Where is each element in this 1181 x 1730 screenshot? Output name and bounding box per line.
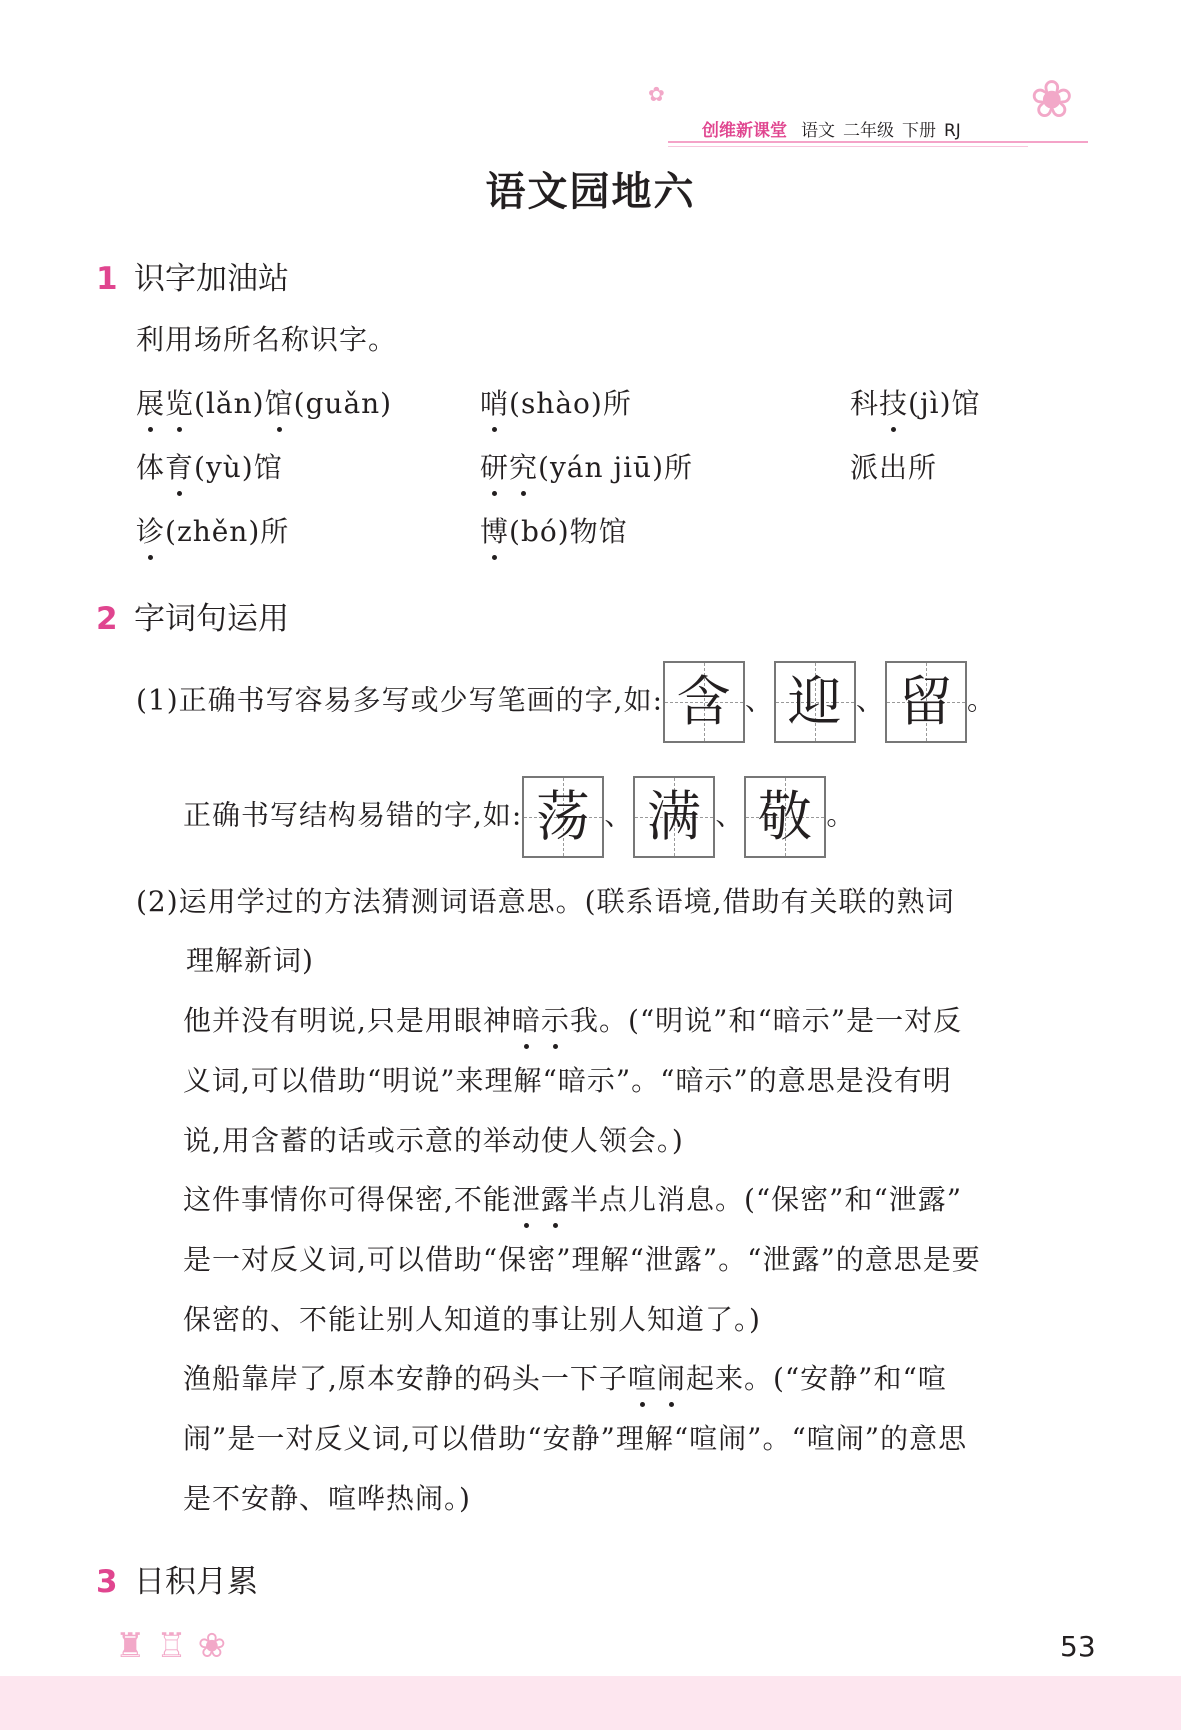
place-item: 哨(shào)所: [480, 387, 632, 420]
example-2-line-3: 保密的、不能让别人知道的事让别人知道了。): [183, 1303, 761, 1336]
place-item: 科技(jì)馆: [850, 387, 981, 420]
flower-decoration-icon: ✿: [648, 82, 665, 106]
writing-example-strokes: (1)正确书写容易多写或少写笔画的字,如: 含 、 迎 、 留 。: [136, 661, 996, 743]
place-item: 博(bó)物馆: [480, 515, 628, 548]
section-2-heading: [96, 593, 289, 638]
writing-example-structure: 正确书写结构易错的字,如: 荡 、 满 、 敬 。: [183, 776, 855, 858]
example-3-line-2: 闹”是一对反义词,可以借助“安静”理解“喧闹”。“喧闹”的意思: [183, 1422, 968, 1455]
header-divider-thin: [668, 146, 1028, 147]
tian-grid-char: 含: [663, 661, 745, 743]
castle-decoration-icon: ♜ ♖ ❀: [115, 1626, 227, 1666]
example-2-line-1: 这件事情你可得保密,不能泄露半点儿消息。(“保密”和“泄露”: [183, 1183, 963, 1216]
place-item: 体育(yù)馆: [136, 451, 283, 484]
section-1-intro: 利用场所名称识字。: [136, 323, 398, 356]
section-1-heading: [96, 253, 289, 298]
page-number: 53: [1060, 1630, 1096, 1663]
example-1-line-2: 义词,可以借助“明说”来理解“暗示”。“暗示”的意思是没有明: [183, 1064, 952, 1097]
place-item: 展览(lǎn)馆(guǎn): [136, 387, 393, 420]
header-subject: 语文: [801, 121, 835, 141]
question-2-line-2: 理解新词): [186, 944, 314, 977]
example-2-line-2: 是一对反义词,可以借助“保密”理解“泄露”。“泄露”的意思是要: [183, 1243, 981, 1276]
example-3-line-1: 渔船靠岸了,原本安静的码头一下子喧闹起来。(“安静”和“喧: [183, 1362, 947, 1395]
place-item: 派出所: [850, 451, 938, 484]
example-1-line-1: 他并没有明说,只是用眼神暗示我。(“明说”和“暗示”是一对反: [183, 1004, 963, 1037]
header-grade: 二年级: [843, 121, 894, 141]
section-2-number: 2: [96, 601, 118, 637]
tian-grid-char: 敬: [744, 776, 826, 858]
header-bar: [702, 116, 961, 141]
section-3-heading: [96, 1556, 258, 1601]
tian-grid-char: 留: [885, 661, 967, 743]
section-1-number: 1: [96, 261, 118, 297]
page-title: 语文园地六: [485, 169, 696, 215]
section-1-title: 识字加油站: [134, 261, 289, 297]
question-2-line-1: (2)运用学过的方法猜测词语意思。(联系语境,借助有关联的熟词: [136, 885, 955, 918]
section-3-number: 3: [96, 1564, 118, 1600]
tian-grid-char: 迎: [774, 661, 856, 743]
header-divider: [668, 141, 1088, 143]
footer-band: [0, 1676, 1181, 1730]
place-item: 研究(yán jiū)所: [480, 451, 693, 484]
tian-grid-char: 荡: [522, 776, 604, 858]
header-edition: RJ: [944, 121, 961, 141]
section-3-title: 日积月累: [134, 1564, 258, 1600]
place-item: 诊(zhěn)所: [136, 515, 290, 548]
tian-grid-char: 满: [633, 776, 715, 858]
section-2-title: 字词句运用: [134, 601, 289, 637]
girl-illustration-icon: ❀: [1030, 70, 1074, 130]
example-1-line-3: 说,用含蓄的话或示意的举动使人领会。): [183, 1124, 684, 1157]
header-volume: 下册: [902, 121, 936, 141]
example-3-line-3: 是不安静、喧哗热闹。): [183, 1482, 471, 1515]
brand-name: 创维新课堂: [702, 121, 787, 141]
